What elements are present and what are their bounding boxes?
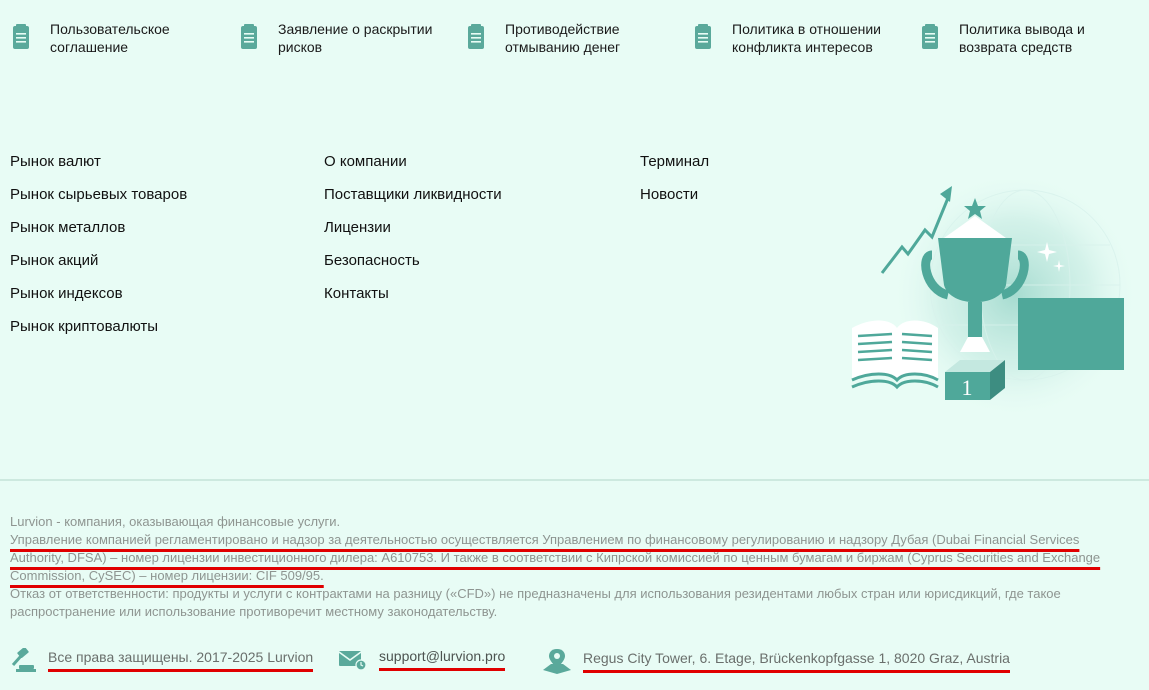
footer-divider — [0, 479, 1149, 481]
doc-user-agreement[interactable] — [12, 20, 210, 56]
nav-markets-column — [10, 145, 187, 343]
copyright-text: Все права защищены. 2017-2025 Lurvion — [48, 649, 313, 672]
panel-icon — [1018, 298, 1124, 370]
legal-disclaimer-section — [10, 513, 1130, 621]
nav-other-column — [640, 145, 709, 211]
nav-link-indices[interactable]: Рынок индексов — [10, 285, 123, 302]
nav-link-commodities[interactable]: Рынок сырьевых товаров — [10, 186, 188, 203]
nav-link-liquidity-providers[interactable]: Поставщики ликвидности — [324, 186, 502, 203]
nav-link-forex[interactable]: Рынок валют — [10, 153, 101, 170]
nav-link-security[interactable]: Безопасность — [324, 252, 420, 269]
doc-anti-money-laundering[interactable] — [467, 20, 665, 56]
legal-disclaimer: Отказ от ответственности: продукты и услуги с контрактами на разницу («CFD») не предназначены для использования резидентами любых стран или юрисдикций, где такое распространение или использование противоречит местному законодательству. — [10, 586, 1061, 619]
doc-withdrawal-policy[interactable] — [921, 20, 1119, 56]
doc-label: Политика вывода и возврата средств — [959, 21, 1085, 55]
nav-link-crypto[interactable]: Рынок криптовалюты — [10, 318, 159, 335]
document-icon — [12, 24, 30, 50]
nav-link-contacts[interactable]: Контакты — [324, 285, 389, 302]
document-icon — [240, 24, 258, 50]
email-link[interactable]: support@lurvion.pro — [379, 648, 505, 671]
podium-icon — [945, 360, 1005, 400]
doc-risk-disclosure[interactable] — [240, 20, 438, 56]
nav-link-licenses[interactable]: Лицензии — [324, 219, 391, 236]
doc-label: Политика в отношении конфликта интересов — [732, 21, 881, 55]
legal-regulation — [10, 531, 1130, 585]
nav-link-about[interactable]: О компании — [324, 153, 407, 170]
doc-conflict-of-interest[interactable] — [694, 20, 892, 56]
trophy-illustration — [840, 180, 1140, 430]
nav-company-column — [324, 145, 502, 310]
document-icon — [694, 24, 712, 50]
legal-intro: Lurvion - компания, оказывающая финансовые услуги. — [10, 514, 341, 529]
trophy-place-label: 1 — [961, 375, 973, 400]
doc-label: Заявление о раскрытии рисков — [278, 21, 433, 55]
nav-link-metals[interactable]: Рынок металлов — [10, 219, 126, 236]
nav-link-stocks[interactable]: Рынок акций — [10, 252, 99, 269]
copyright-item — [10, 648, 313, 672]
legal-regulation-text: Управление компанией регламентировано и надзор за деятельностью осуществляется Управлением по финансовому регулированию и надзору Дубая (Dubai Financial Services Authority, DFSA) – номер лицензии инвестиционного дилера: A610753. И также в соответствии с Кипрской комиссией по ценным бумагам и биржам (Cyprus Securities and Exchange Commission, CySEC) – номер лицензии: CIF 509/95. — [10, 532, 1101, 583]
gavel-icon — [10, 648, 36, 672]
policy-documents-row — [12, 20, 1142, 60]
document-icon — [921, 24, 939, 50]
nav-link-terminal[interactable]: Терминал — [640, 153, 710, 170]
address-item — [543, 648, 1010, 674]
email-item[interactable] — [339, 648, 505, 671]
address-text: Regus City Tower, 6. Etage, Brückenkopfgasse 1, 8020 Graz, Austria — [583, 650, 1010, 673]
document-icon — [467, 24, 485, 50]
doc-label: Пользовательское соглашение — [50, 21, 170, 55]
map-pin-icon — [543, 648, 571, 674]
doc-label: Противодействие отмыванию денег — [505, 21, 621, 55]
nav-link-news[interactable]: Новости — [640, 186, 699, 203]
mail-icon — [339, 649, 367, 671]
